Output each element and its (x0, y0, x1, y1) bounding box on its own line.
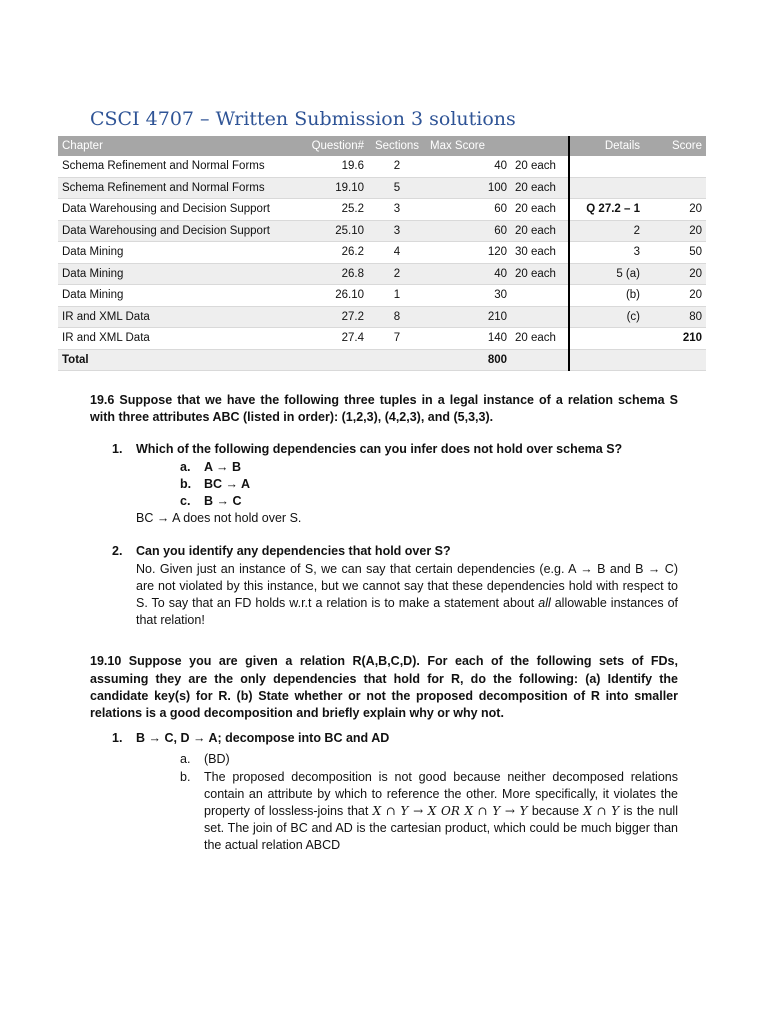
option-c (136, 493, 678, 510)
col-header-chapter: Chapter (58, 136, 303, 156)
cell-score: 50 (644, 242, 706, 264)
question-19-6-item-2 (90, 543, 678, 629)
cell-chapter: Data Mining (58, 242, 303, 264)
cell-score (644, 349, 706, 371)
item-question: B → C, D → A; decompose into BC and AD (136, 731, 390, 746)
item-question: Which of the following dependencies can you infer does not hold over schema S? (136, 442, 623, 457)
cell-chapter: IR and XML Data (58, 328, 303, 350)
cell-score: 20 (644, 199, 706, 221)
question-19-10-heading: 19.10 Suppose you are given a relation R(A,B,C,D). For each of the following sets of FDs, assuming they are the only dependencies that hold for R, do the following: (a) Identify the candidate key(s) for R. (b) State whether or not the proposed decomposition of R into smaller relations is a good decomposition and briefly explain why or why not. (90, 654, 678, 721)
math-expression: X ∩ Y (583, 804, 620, 819)
answer-label: b. (180, 769, 191, 784)
cell-each: 20 each (511, 156, 569, 177)
cell-details: (c) (569, 306, 644, 328)
cell-details (569, 156, 644, 177)
cell-sections: 2 (368, 263, 426, 285)
col-header-question: Question# (303, 136, 368, 156)
cell-max-score-total: 800 (426, 349, 511, 371)
answer-text-part: is the null set. The join of BC and AD is the cartesian product, which could be much bigger than the actual relation ABCD (204, 804, 678, 853)
answer-text-part: No. Given just an instance of S, we can say that certain dependencies (e.g. A → B and B → C) are not violated by this instance, but we cannot say that these dependencies hold with respect to S. To say that an FD holds w.r.t a relation is to make a statement about (136, 561, 678, 611)
cell-chapter: Data Warehousing and Decision Support (58, 220, 303, 242)
cell-each (511, 349, 569, 371)
cell-details: 2 (569, 220, 644, 242)
cell-each (511, 285, 569, 307)
math-expression: X ∩ Y → X OR X ∩ Y → Y (372, 804, 528, 819)
col-header-details: Details (569, 136, 644, 156)
cell-score (644, 156, 706, 177)
table-row (58, 177, 706, 199)
cell-each: 20 each (511, 263, 569, 285)
cell-sections: 3 (368, 220, 426, 242)
item-number: 1. (112, 731, 123, 746)
cell-score-total: 210 (644, 328, 706, 350)
option-a (136, 459, 678, 476)
cell-details: Q 27.2 – 1 (569, 199, 644, 221)
cell-chapter: IR and XML Data (58, 306, 303, 328)
cell-question: 26.10 (303, 285, 368, 307)
table-row (58, 220, 706, 242)
cell-sections: 7 (368, 328, 426, 350)
answer-text: (BD) (204, 752, 230, 767)
cell-question: 27.2 (303, 306, 368, 328)
cell-each: 20 each (511, 220, 569, 242)
grades-table (58, 136, 706, 371)
cell-details: (b) (569, 285, 644, 307)
col-header-blank (511, 136, 569, 156)
cell-details: 5 (a) (569, 263, 644, 285)
cell-each: 30 each (511, 242, 569, 264)
cell-chapter: Data Mining (58, 263, 303, 285)
col-header-max-score: Max Score (426, 136, 511, 156)
answer-text (204, 769, 678, 855)
cell-max-score: 30 (426, 285, 511, 307)
table-row (58, 156, 706, 177)
cell-sections: 5 (368, 177, 426, 199)
solutions-body (90, 392, 678, 855)
page-title: CSCI 4707 – Written Submission 3 solutions (90, 108, 516, 130)
option-label: b. (180, 476, 192, 491)
cell-max-score: 60 (426, 220, 511, 242)
cell-chapter: Data Warehousing and Decision Support (58, 199, 303, 221)
answer-text: BC → A does not hold over S. (136, 511, 302, 526)
col-header-sections: Sections (368, 136, 426, 156)
question-19-10-item-1 (90, 730, 678, 854)
cell-chapter: Data Mining (58, 285, 303, 307)
option-label: a. (180, 459, 191, 474)
answer-text-part: The proposed decomposition is not good because neither decomposed relations contain an attribute by which to reference the other. More specifically, it violates the property of lossless-joins that (204, 769, 678, 819)
cell-score (644, 177, 706, 199)
cell-sections (368, 349, 426, 371)
cell-max-score: 40 (426, 263, 511, 285)
option-label: c. (180, 494, 191, 509)
cell-score: 20 (644, 220, 706, 242)
cell-max-score: 60 (426, 199, 511, 221)
cell-chapter: Schema Refinement and Normal Forms (58, 156, 303, 177)
cell-max-score: 40 (426, 156, 511, 177)
cell-each: 20 each (511, 177, 569, 199)
table-header-row (58, 136, 706, 156)
question-19-6-item-1 (90, 441, 678, 527)
option-text: B → C (204, 494, 242, 509)
col-header-score: Score (644, 136, 706, 156)
cell-score: 80 (644, 306, 706, 328)
answer-text-part: because (527, 804, 584, 819)
option-text: A → B (204, 459, 242, 474)
table-row (58, 285, 706, 307)
question-19-6-heading: 19.6 Suppose that we have the following three tuples in a legal instance of a relation schema S with three attributes ABC (listed in order): (1,2,3), (4,2,3), and (5,3,3). (90, 393, 678, 425)
table-row (58, 242, 706, 264)
answer-a (136, 751, 678, 768)
cell-details: 3 (569, 242, 644, 264)
item-question: Can you identify any dependencies that hold over S? (136, 544, 451, 559)
table-total-row (58, 349, 706, 371)
cell-question: 19.6 (303, 156, 368, 177)
cell-score: 20 (644, 263, 706, 285)
cell-sections: 4 (368, 242, 426, 264)
cell-score: 20 (644, 285, 706, 307)
option-text: BC → A (204, 476, 251, 491)
item-number: 1. (112, 442, 123, 457)
option-b (136, 476, 678, 493)
cell-each: 20 each (511, 328, 569, 350)
table-row (58, 263, 706, 285)
table-row (58, 306, 706, 328)
cell-sections: 8 (368, 306, 426, 328)
cell-question: 26.8 (303, 263, 368, 285)
cell-max-score: 140 (426, 328, 511, 350)
cell-details (569, 349, 644, 371)
answer-emphasis: all (538, 596, 551, 611)
cell-each: 20 each (511, 199, 569, 221)
cell-question: 27.4 (303, 328, 368, 350)
cell-sections: 3 (368, 199, 426, 221)
item-number: 2. (112, 544, 123, 559)
cell-question: 19.10 (303, 177, 368, 199)
cell-question: 26.2 (303, 242, 368, 264)
cell-question (303, 349, 368, 371)
cell-each (511, 306, 569, 328)
table-row (58, 199, 706, 221)
cell-max-score: 210 (426, 306, 511, 328)
answer-b (136, 769, 678, 855)
cell-max-score: 120 (426, 242, 511, 264)
cell-chapter: Schema Refinement and Normal Forms (58, 177, 303, 199)
table-row (58, 328, 706, 350)
cell-details (569, 177, 644, 199)
cell-total-label: Total (58, 349, 303, 371)
cell-question: 25.10 (303, 220, 368, 242)
answer-label: a. (180, 752, 191, 767)
cell-max-score: 100 (426, 177, 511, 199)
cell-sections: 2 (368, 156, 426, 177)
answer-text (136, 561, 678, 630)
cell-question: 25.2 (303, 199, 368, 221)
cell-details (569, 328, 644, 350)
cell-sections: 1 (368, 285, 426, 307)
answer-text-part: allowable instances of that relation! (136, 596, 679, 628)
